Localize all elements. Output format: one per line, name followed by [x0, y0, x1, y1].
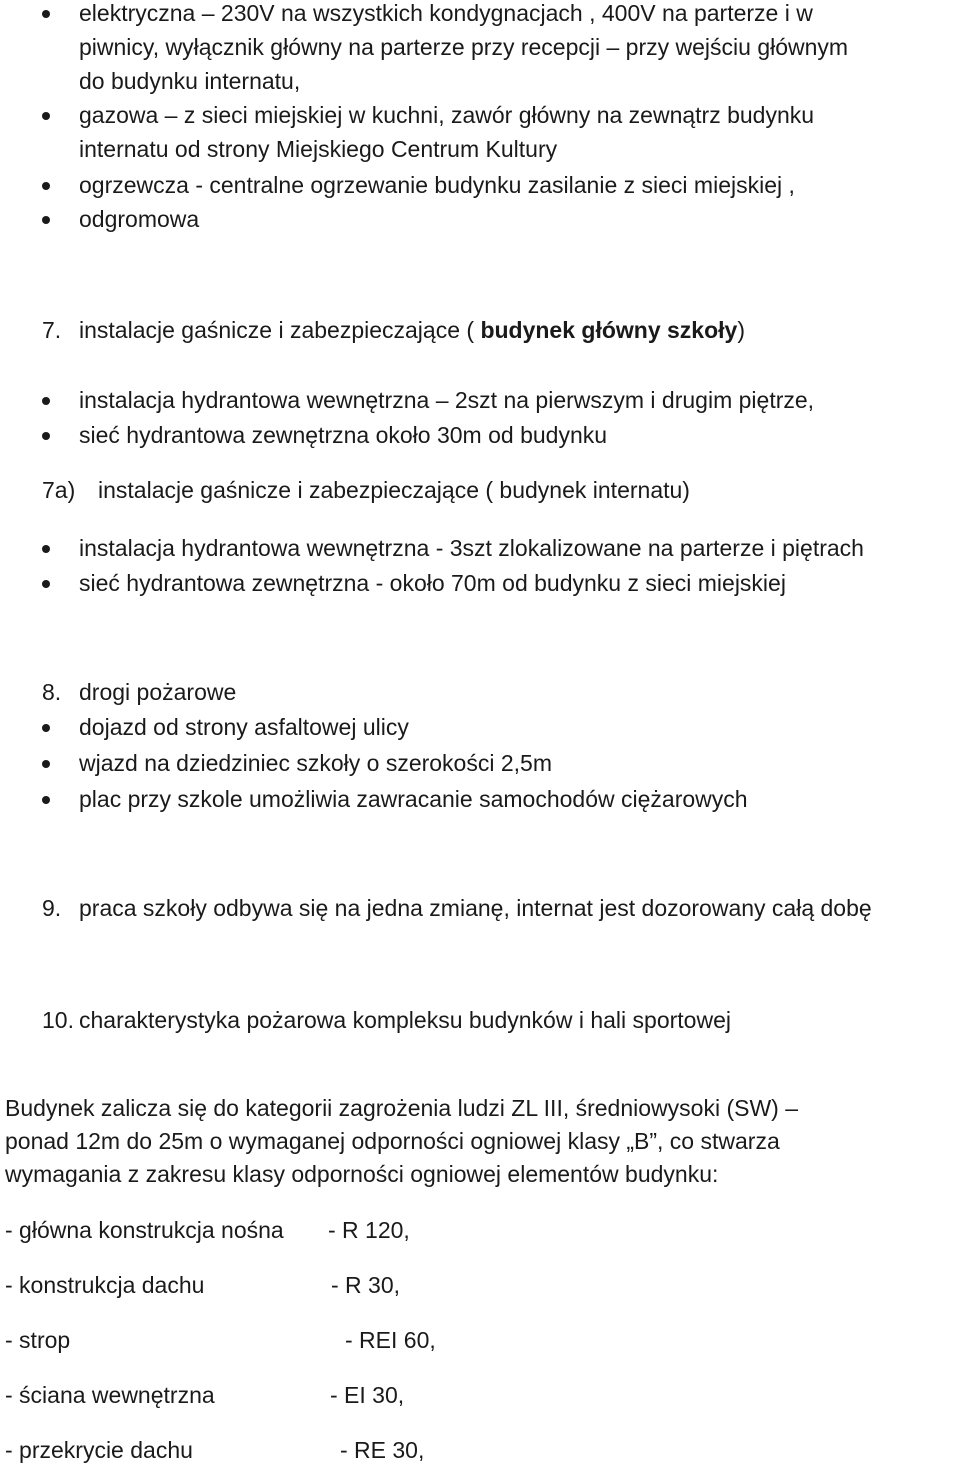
bullet-icon — [42, 580, 50, 588]
section-heading-bold: budynek główny szkoły — [480, 317, 738, 343]
requirement-name: - strop — [5, 1327, 71, 1353]
bullet-icon — [42, 432, 50, 440]
list-item-line: do budynku internatu, — [79, 68, 301, 94]
bullet-icon — [42, 10, 50, 18]
requirement-name: - przekrycie dachu — [5, 1437, 193, 1463]
requirement-value: - REI 60, — [345, 1327, 436, 1353]
section-heading: praca szkoły odbywa się na jedna zmianę, internat jest dozorowany całą dobę — [79, 895, 872, 921]
section-heading: instalacje gaśnicze i zabezpieczające ( budynek internatu) — [98, 477, 690, 503]
requirement-name: - konstrukcja dachu — [5, 1272, 205, 1298]
list-item-line: gazowa – z sieci miejskiej w kuchni, zawór główny na zewnątrz budynku — [79, 102, 815, 128]
list-item: dojazd od strony asfaltowej ulicy — [79, 714, 409, 740]
list-item-line: odgromowa — [79, 206, 200, 232]
requirement-value: - EI 30, — [330, 1382, 405, 1408]
paragraph-line: wymagania z zakresu klasy odporności ogniowej elementów budynku: — [5, 1161, 719, 1187]
bullet-icon — [42, 182, 50, 190]
list-item-line: piwnicy, wyłącznik główny na parterze przy recepcji – przy wejściu głównym — [79, 34, 849, 60]
section-number: 8. — [42, 679, 62, 705]
section-heading: charakterystyka pożarowa kompleksu budynków i hali sportowej — [79, 1007, 731, 1033]
bullet-icon — [42, 216, 50, 224]
list-item: sieć hydrantowa zewnętrzna - około 70m od budynku z sieci miejskiej — [79, 570, 786, 596]
list-item-line: internatu od strony Miejskiego Centrum Kultury — [79, 136, 558, 162]
section-number: 7. — [42, 317, 62, 343]
list-item: plac przy szkole umożliwia zawracanie samochodów ciężarowych — [79, 786, 748, 812]
section-heading-text: instalacje gaśnicze i zabezpieczające ( — [79, 317, 481, 343]
list-item-line: ogrzewcza - centralne ogrzewanie budynku zasilanie z sieci miejskiej , — [79, 172, 795, 198]
bullet-icon — [42, 545, 50, 553]
requirement-value: - R 120, — [328, 1217, 410, 1243]
list-item: sieć hydrantowa zewnętrzna około 30m od budynku — [79, 422, 608, 448]
requirement-value: - R 30, — [331, 1272, 401, 1298]
section-number: 10. — [42, 1007, 74, 1033]
bullet-icon — [42, 724, 50, 732]
section-number: 9. — [42, 895, 62, 921]
list-item: instalacja hydrantowa wewnętrzna – 2szt na pierwszym i drugim piętrze, — [79, 387, 815, 413]
bullet-icon — [42, 397, 50, 405]
paragraph-line: ponad 12m do 25m o wymaganej odporności ogniowej klasy „B”, co stwarza — [5, 1128, 780, 1154]
list-item-line: elektryczna – 230V na wszystkich kondygnacjach , 400V na parterze i w — [79, 0, 813, 26]
requirement-value: - RE 30, — [340, 1437, 425, 1463]
list-item: instalacja hydrantowa wewnętrzna - 3szt zlokalizowane na parterze i piętrach — [79, 535, 864, 561]
bullet-icon — [42, 760, 50, 768]
section-heading: drogi pożarowe — [79, 679, 237, 705]
requirement-name: - główna konstrukcja nośna — [5, 1217, 284, 1243]
bullet-icon — [42, 112, 50, 120]
bullet-icon — [42, 796, 50, 804]
paragraph-line: Budynek zalicza się do kategorii zagrożenia ludzi ZL III, średniowysoki (SW) – — [5, 1095, 798, 1121]
list-item: wjazd na dziedziniec szkoły o szerokości 2,5m — [79, 750, 552, 776]
requirement-name: - ściana wewnętrzna — [5, 1382, 215, 1408]
section-number: 7a) — [42, 477, 76, 503]
section-heading-close: ) — [737, 317, 745, 343]
section-heading — [79, 313, 745, 348]
